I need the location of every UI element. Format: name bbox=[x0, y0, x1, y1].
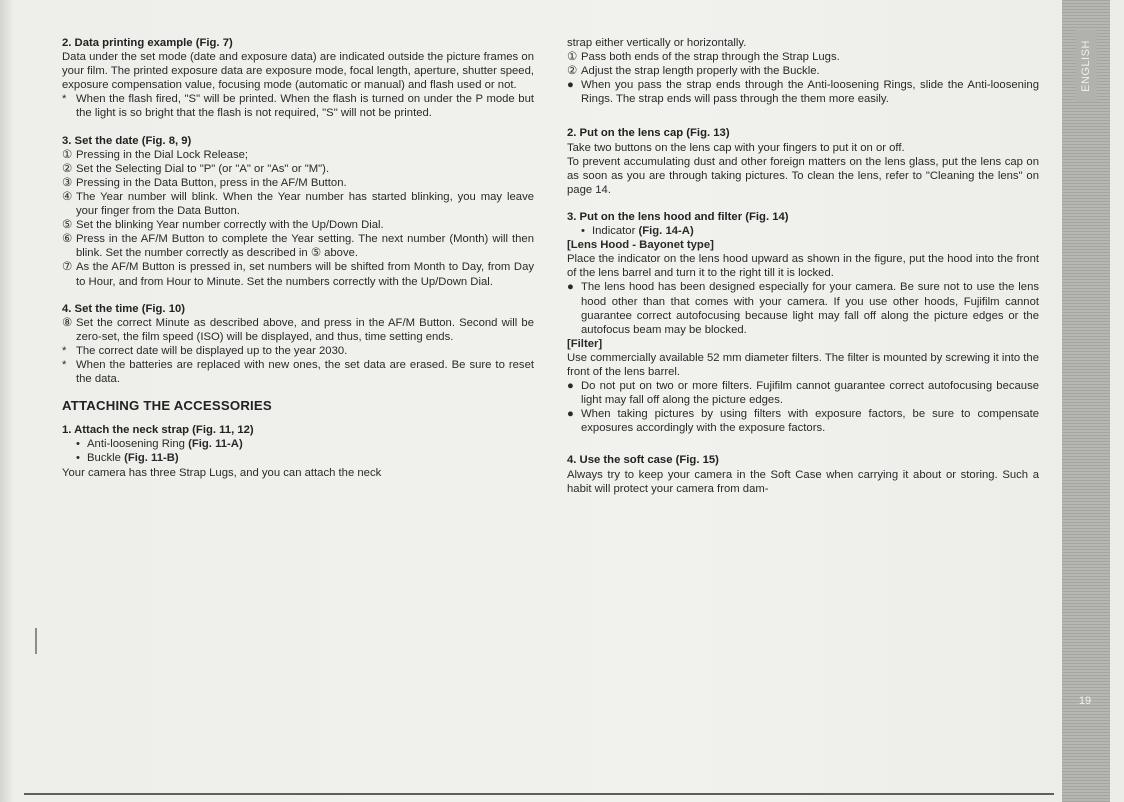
section-body: To prevent accumulating dust and other foreign matters on the lens glass, put the lens cap on as soon as you are through taking pictures. To clean the lens, refer to "Cleaning the lens" on page 14. bbox=[567, 155, 1039, 196]
step bbox=[62, 232, 534, 260]
bullet-text: Do not put on two or more filters. Fujifilm cannot guarantee correct autofocusing because light may fall off along the picture edges. bbox=[581, 380, 1039, 407]
note-text: The correct date will be displayed up to the year 2030. bbox=[76, 344, 348, 357]
step-number: ② bbox=[62, 162, 73, 175]
section-set-time bbox=[62, 302, 534, 387]
part-fig: (Fig. 11-B) bbox=[124, 452, 179, 465]
bullet-icon: • bbox=[76, 452, 80, 465]
language-tab bbox=[1075, 30, 1097, 102]
section-title: 3. Put on the lens hood and filter (Fig. 14) bbox=[567, 210, 789, 223]
section-body: strap either vertically or horizontally. bbox=[567, 37, 747, 49]
step bbox=[62, 316, 534, 344]
section-lens-hood-filter bbox=[567, 210, 1039, 436]
step-number: ② bbox=[567, 65, 578, 78]
step-text: Pass both ends of the strap through the Strap Lugs. bbox=[581, 51, 840, 64]
note-text: When the flash fired, "S" will be printed. When the flash is turned on under the P mode but the light is so bright that the flash is not required, "S" will not be printed. bbox=[76, 93, 534, 120]
step-number: ① bbox=[62, 148, 73, 161]
step-number: ③ bbox=[62, 176, 73, 189]
part-list bbox=[62, 437, 534, 465]
bullet-icon: ● bbox=[567, 79, 574, 92]
step-number: ⑥ bbox=[62, 233, 73, 246]
step-text: Press in the AF/M Button to complete the Year setting. The next number (Month) will then blink. Set the number correctly as described in ⑤ above. bbox=[76, 233, 534, 260]
bullet-icon: • bbox=[76, 438, 80, 451]
page-number: 19 bbox=[1078, 695, 1092, 707]
section-set-date bbox=[62, 134, 534, 289]
bullet-item bbox=[567, 407, 1039, 435]
right-column bbox=[567, 36, 1039, 509]
bullet-item bbox=[567, 78, 1039, 106]
part-item bbox=[76, 451, 534, 465]
step bbox=[62, 190, 534, 218]
asterisk-icon: * bbox=[62, 358, 67, 371]
bullet-text: When taking pictures by using filters with exposure factors, be sure to compensate exposures accordingly with the exposure factors. bbox=[581, 408, 1039, 435]
step-number: ⑤ bbox=[62, 219, 73, 232]
section-body: Your camera has three Strap Lugs, and you can attach the neck bbox=[62, 466, 382, 479]
step-number: ⑦ bbox=[62, 261, 73, 274]
step bbox=[567, 64, 1039, 78]
part-label: Indicator bbox=[592, 225, 636, 238]
part-list bbox=[567, 224, 1039, 238]
step-text: Set the correct Minute as described above, and press in the AF/M Button. Second will be zero-set, the film speed (ISO) will be displayed, and thus, time setting ends. bbox=[76, 316, 534, 343]
subheading: [Filter] bbox=[567, 337, 603, 350]
step-text: Pressing in the Dial Lock Release; bbox=[76, 148, 249, 161]
bullet-text: The lens hood has been designed especially for your camera. Be sure not to use the lens hood other than that comes with your camera. If you use other hoods, Fujifilm cannot guarantee correct autofocusing because light may fall off along the picture edges or the autofocus beam may be blocked. bbox=[581, 281, 1039, 336]
part-fig: (Fig. 11-A) bbox=[188, 438, 243, 451]
step-text: The Year number will blink. When the Year number has started blinking, you may leave your finger from the Data Button. bbox=[76, 190, 534, 218]
step bbox=[62, 176, 534, 190]
note bbox=[62, 358, 534, 386]
section-lens-cap bbox=[567, 126, 1039, 196]
section-title: 3. Set the date (Fig. 8, 9) bbox=[62, 134, 192, 147]
section-data-printing bbox=[62, 36, 534, 121]
step-number: ⑧ bbox=[62, 316, 73, 329]
part-fig: (Fig. 14-A) bbox=[638, 225, 694, 238]
section-title: 1. Attach the neck strap (Fig. 11, 12) bbox=[62, 424, 254, 437]
bullet-text: When you pass the strap ends through the Anti-loosening Rings, slide the Anti-loosening Rings. The strap ends will pass through the them more easily. bbox=[581, 79, 1039, 106]
section-title: 4. Use the soft case (Fig. 15) bbox=[567, 454, 719, 467]
language-tab-bar bbox=[1062, 0, 1110, 802]
subheading: [Lens Hood - Bayonet type] bbox=[567, 239, 714, 252]
chapter-heading: ATTACHING THE ACCESSORIES bbox=[62, 398, 272, 414]
bullet-icon: ● bbox=[567, 408, 574, 421]
bullet-item bbox=[567, 280, 1039, 336]
section-soft-case bbox=[567, 453, 1039, 495]
section-body: Use commercially available 52 mm diameter filters. The filter is mounted by screwing it into the front of the lens barrel. bbox=[567, 351, 1039, 378]
asterisk-icon: * bbox=[62, 93, 67, 106]
bullet-icon: • bbox=[581, 225, 585, 238]
step-number: ④ bbox=[62, 190, 73, 203]
bullet-item bbox=[567, 379, 1039, 407]
note bbox=[62, 344, 534, 358]
bottom-rule bbox=[24, 793, 1054, 795]
step bbox=[62, 148, 534, 162]
bullet-icon: ● bbox=[567, 380, 574, 393]
part-item bbox=[76, 437, 534, 451]
part-item bbox=[581, 224, 1039, 238]
step bbox=[62, 162, 534, 176]
note bbox=[62, 92, 534, 120]
step-number: ① bbox=[567, 51, 578, 64]
part-label: Buckle bbox=[87, 452, 121, 465]
note-text: When the batteries are replaced with new ones, the set data are erased. Be sure to reset the data. bbox=[76, 358, 534, 386]
step-text: As the AF/M Button is pressed in, set numbers will be shifted from Month to Day, from Day to Hour, and from Hour to Minute. Set the numbers correctly with the Up/Down Dial. bbox=[76, 261, 534, 288]
language-label: ENGLISH bbox=[1080, 40, 1092, 92]
step-text: Adjust the strap length properly with the Buckle. bbox=[581, 65, 820, 78]
section-body: Always try to keep your camera in the Soft Case when carrying it about or storing. Such a habit will protect your camera from dam- bbox=[567, 468, 1039, 495]
step-text: Set the Selecting Dial to "P" (or "A" or "As" or "M"). bbox=[76, 162, 330, 175]
section-body: Place the indicator on the lens hood upward as shown in the figure, put the hood into the front of the lens barrel and turn it to the right till it is locked. bbox=[567, 253, 1039, 280]
section-title: 2. Put on the lens cap (Fig. 13) bbox=[567, 127, 730, 140]
step-text: Set the blinking Year number correctly with the Up/Down Dial. bbox=[76, 219, 384, 232]
step bbox=[62, 260, 534, 288]
bullet-icon: ● bbox=[567, 281, 574, 294]
part-label: Anti-loosening Ring bbox=[87, 438, 185, 451]
margin-mark bbox=[35, 628, 37, 654]
step bbox=[567, 50, 1039, 64]
step-text: Pressing in the Data Button, press in the AF/M Button. bbox=[76, 176, 347, 189]
section-body: Data under the set mode (date and exposure data) are indicated outside the picture frames on your film. The printed exposure data are exposure mode, focal length, aperture, shutter speed, exposure compensation value, focusing mode (automatic or manual) and flash used or not. bbox=[62, 51, 534, 92]
left-column bbox=[62, 36, 534, 493]
section-title: 2. Data printing example (Fig. 7) bbox=[62, 37, 233, 49]
section-title: 4. Set the time (Fig. 10) bbox=[62, 302, 186, 315]
step bbox=[62, 218, 534, 232]
section-body: Take two buttons on the lens cap with your fingers to put it on or off. bbox=[567, 141, 905, 154]
section-neck-strap bbox=[62, 423, 534, 479]
section-neck-strap-continued bbox=[567, 36, 1039, 106]
asterisk-icon: * bbox=[62, 344, 67, 357]
